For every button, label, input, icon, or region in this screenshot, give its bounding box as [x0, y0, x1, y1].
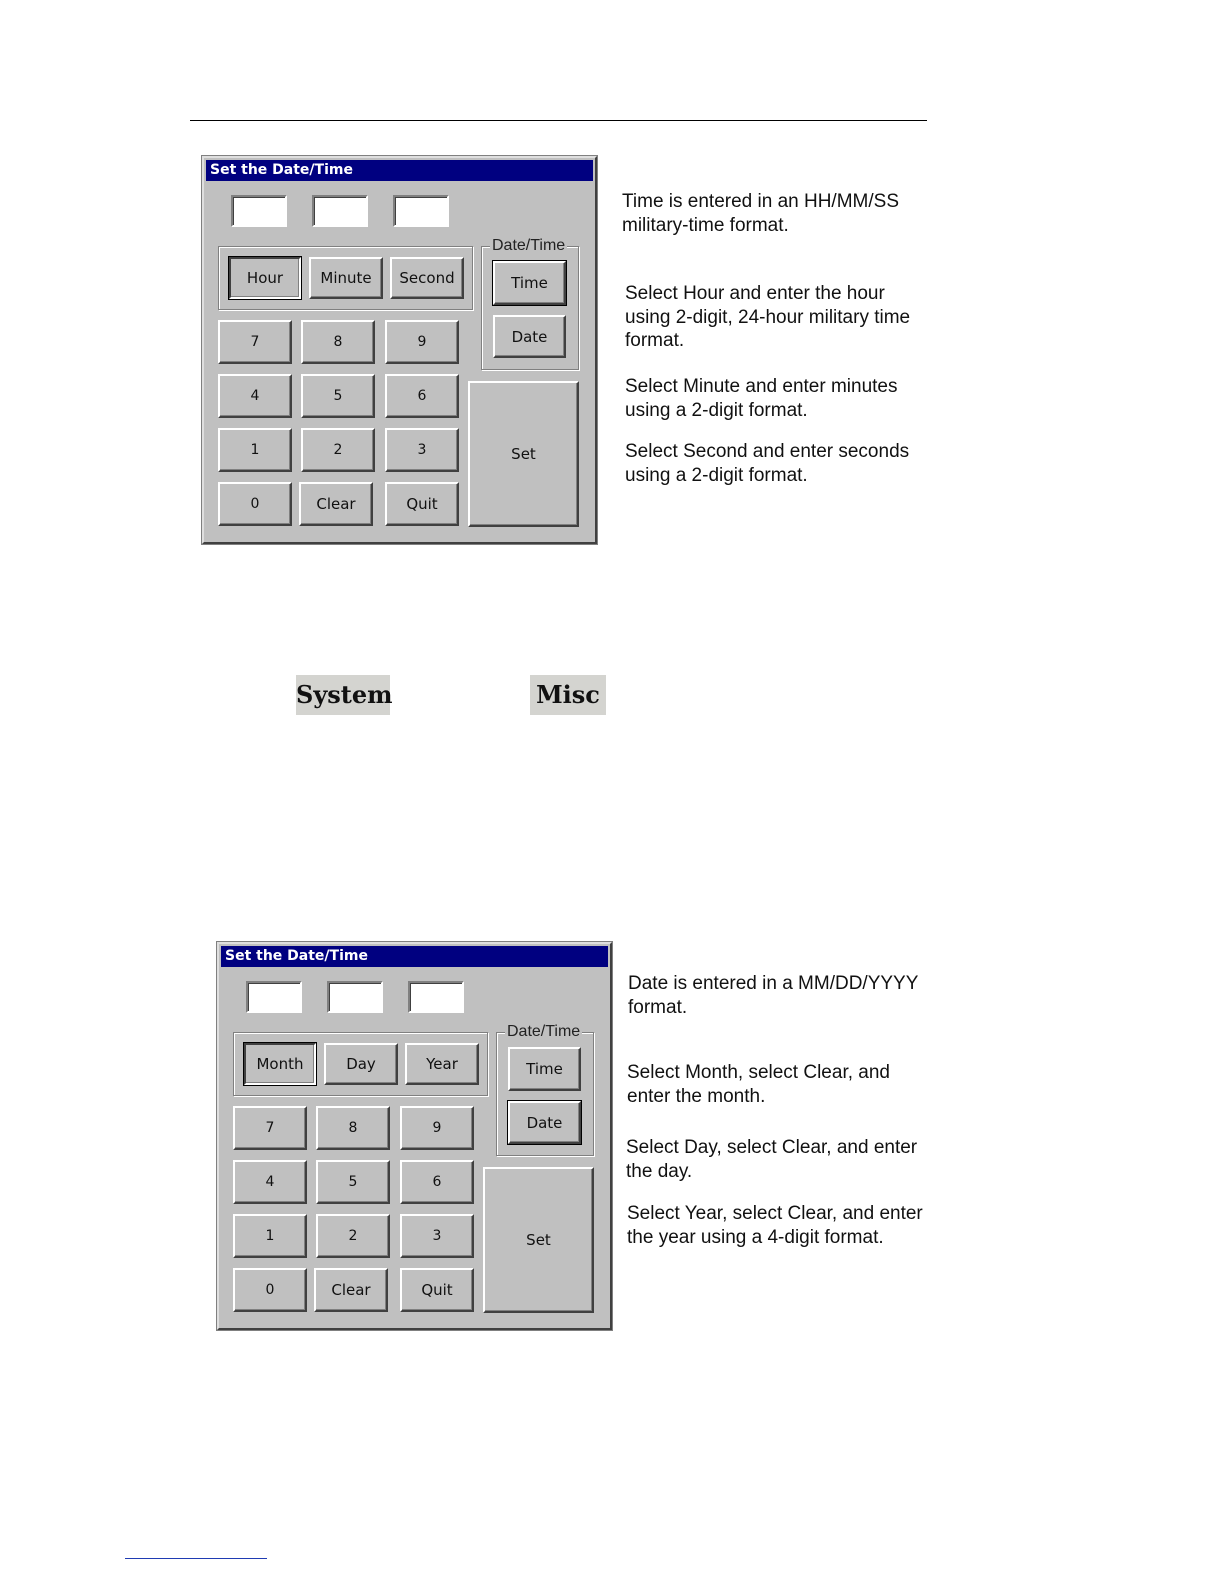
misc-menu-label: Misc [530, 675, 606, 715]
minute-field[interactable] [312, 195, 368, 227]
key-9[interactable]: 9 [400, 1106, 474, 1150]
time-mode-button[interactable]: Time [493, 261, 566, 305]
quit-button[interactable]: Quit [385, 482, 459, 526]
month-field[interactable] [246, 981, 302, 1013]
key-1[interactable]: 1 [218, 428, 292, 472]
key-9[interactable]: 9 [385, 320, 459, 364]
header-rule [190, 120, 927, 121]
key-4[interactable]: 4 [233, 1160, 307, 1204]
second-button[interactable]: Second [390, 257, 464, 299]
date-time-group-label: Date/Time [507, 1023, 581, 1040]
key-6[interactable]: 6 [400, 1160, 474, 1204]
key-5[interactable]: 5 [316, 1160, 390, 1204]
hour-instruction: Select Hour and enter the hour using 2-digit, 24-hour military time format. [625, 283, 911, 351]
footer-rule [125, 1558, 267, 1559]
hour-field[interactable] [231, 195, 287, 227]
key-3[interactable]: 3 [385, 428, 459, 472]
key-7[interactable]: 7 [233, 1106, 307, 1150]
second-field[interactable] [393, 195, 449, 227]
date-mode-button[interactable]: Date [493, 315, 566, 358]
time-format-note: Time is entered in an HH/MM/SS military-time format. [622, 191, 899, 236]
day-instruction: Select Day, select Clear, and enter the day. [626, 1137, 918, 1182]
minute-instruction: Select Minute and enter minutes using a 2-digit format. [625, 376, 898, 421]
key-8[interactable]: 8 [301, 320, 375, 364]
year-instruction: Select Year, select Clear, and enter the year using a 4-digit format. [627, 1203, 923, 1248]
key-6[interactable]: 6 [385, 374, 459, 418]
second-instruction: Select Second and enter seconds using a 2-digit format. [625, 441, 910, 486]
quit-button[interactable]: Quit [400, 1268, 474, 1312]
key-4[interactable]: 4 [218, 374, 292, 418]
key-7[interactable]: 7 [218, 320, 292, 364]
key-5[interactable]: 5 [301, 374, 375, 418]
day-button[interactable]: Day [324, 1043, 398, 1085]
month-button[interactable]: Month [244, 1043, 316, 1085]
set-button[interactable]: Set [483, 1167, 594, 1313]
system-menu-label: System [296, 675, 390, 715]
set-date-time-dialog-time [202, 156, 597, 544]
date-mode-button[interactable]: Date [508, 1101, 581, 1144]
time-mode-button[interactable]: Time [508, 1047, 581, 1091]
key-2[interactable]: 2 [301, 428, 375, 472]
set-date-time-dialog-date [217, 942, 612, 1330]
date-time-group-label: Date/Time [492, 237, 566, 254]
hour-button[interactable]: Hour [229, 257, 301, 299]
date-format-note: Date is entered in a MM/DD/YYYY format. [628, 973, 919, 1018]
key-0[interactable]: 0 [233, 1268, 307, 1312]
dialog-title: Set the Date/Time [221, 946, 608, 967]
dialog-title: Set the Date/Time [206, 160, 593, 181]
set-button[interactable]: Set [468, 381, 579, 527]
minute-button[interactable]: Minute [309, 257, 383, 299]
key-1[interactable]: 1 [233, 1214, 307, 1258]
clear-button[interactable]: Clear [299, 482, 373, 526]
month-instruction: Select Month, select Clear, and enter the month. [627, 1062, 890, 1107]
key-2[interactable]: 2 [316, 1214, 390, 1258]
day-field[interactable] [327, 981, 383, 1013]
key-3[interactable]: 3 [400, 1214, 474, 1258]
year-button[interactable]: Year [405, 1043, 479, 1085]
key-0[interactable]: 0 [218, 482, 292, 526]
key-8[interactable]: 8 [316, 1106, 390, 1150]
clear-button[interactable]: Clear [314, 1268, 388, 1312]
year-field[interactable] [408, 981, 464, 1013]
